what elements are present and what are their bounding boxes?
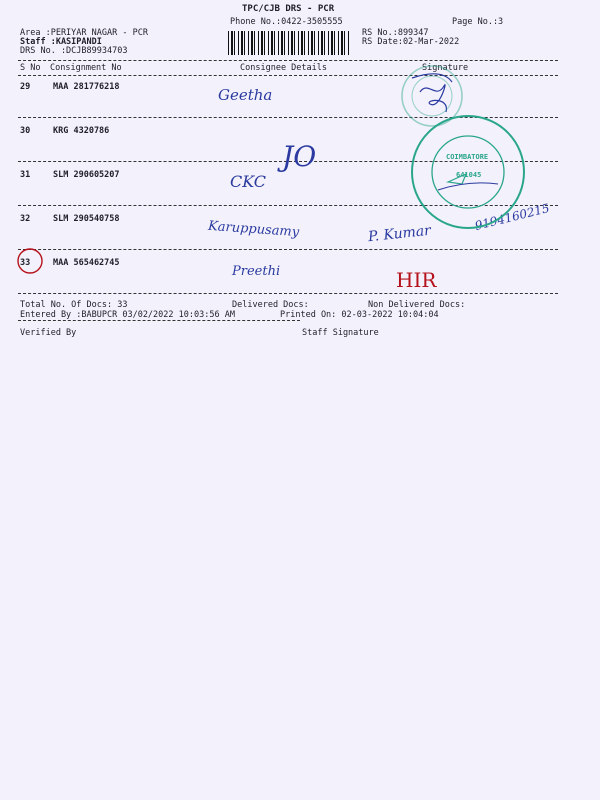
- handwritten-consignee: Preethi: [232, 264, 281, 279]
- row-sno: 29: [20, 82, 31, 92]
- row-divider: [18, 205, 558, 206]
- row-consignment: KRG 4320786: [53, 126, 110, 136]
- row-sno: 30: [20, 126, 31, 136]
- row-divider: [18, 293, 558, 294]
- staff-signature: Staff Signature: [302, 328, 379, 338]
- phone-number: Phone No.:0422-3505555: [230, 17, 343, 27]
- area-label: Area :PERIYAR NAGAR - PCR: [20, 28, 148, 38]
- row-consignment: SLM 290605207: [53, 170, 120, 180]
- page-number: Page No.:3: [452, 17, 504, 27]
- row-sno: 33: [20, 258, 31, 268]
- scribble-signature: [412, 74, 452, 112]
- col-consignee: Consignee Details: [240, 63, 327, 73]
- drs-number: DRS No. :DCJB89934703: [20, 46, 128, 56]
- row-sno: 32: [20, 214, 31, 224]
- printed-on: Printed On: 02-03-2022 10:04:04: [280, 310, 439, 320]
- row-sno: 31: [20, 170, 31, 180]
- non-delivered-docs: Non Delivered Docs:: [368, 300, 466, 310]
- row-divider: [18, 117, 558, 118]
- divider: [18, 60, 558, 61]
- handwritten-consignee: Geetha: [218, 86, 273, 104]
- handwritten-red-note: HIR: [396, 268, 437, 292]
- handwritten-consignee: Karuppusamy: [207, 218, 300, 241]
- total-docs: Total No. Of Docs: 33: [20, 300, 128, 310]
- divider: [18, 75, 558, 76]
- verified-by: Verified By: [20, 328, 77, 338]
- delivered-docs: Delivered Docs:: [232, 300, 309, 310]
- row-divider: [18, 249, 558, 250]
- row-consignment: SLM 290540758: [53, 214, 120, 224]
- rs-number: RS No.:899347: [362, 28, 429, 38]
- row-consignment: MAA 565462745: [53, 258, 120, 268]
- document-title: TPC/CJB DRS - PCR: [242, 4, 335, 14]
- col-consignment: Consignment No: [50, 63, 122, 73]
- barcode-image: [228, 31, 350, 55]
- col-sno: S No: [20, 63, 41, 73]
- col-signature: Signature: [422, 63, 469, 73]
- stamp-city: COIMBATORE: [446, 153, 489, 161]
- entered-by: Entered By :BABUPCR 03/02/2022 10:03:56 AM: [20, 310, 235, 320]
- footer-underline: [18, 320, 300, 321]
- stamp-code: 641045: [456, 171, 482, 179]
- rs-date: RS Date:02-Mar-2022: [362, 37, 460, 47]
- handwritten-phone-note: 9194160215: [473, 200, 551, 234]
- handwritten-initials: JO: [282, 140, 317, 173]
- row-consignment: MAA 281776218: [53, 82, 120, 92]
- staff-label: Staff :KASIPANDI: [20, 37, 102, 47]
- handwritten-consignee: CKC: [230, 172, 267, 191]
- handwritten-signature: P. Kumar: [367, 222, 432, 246]
